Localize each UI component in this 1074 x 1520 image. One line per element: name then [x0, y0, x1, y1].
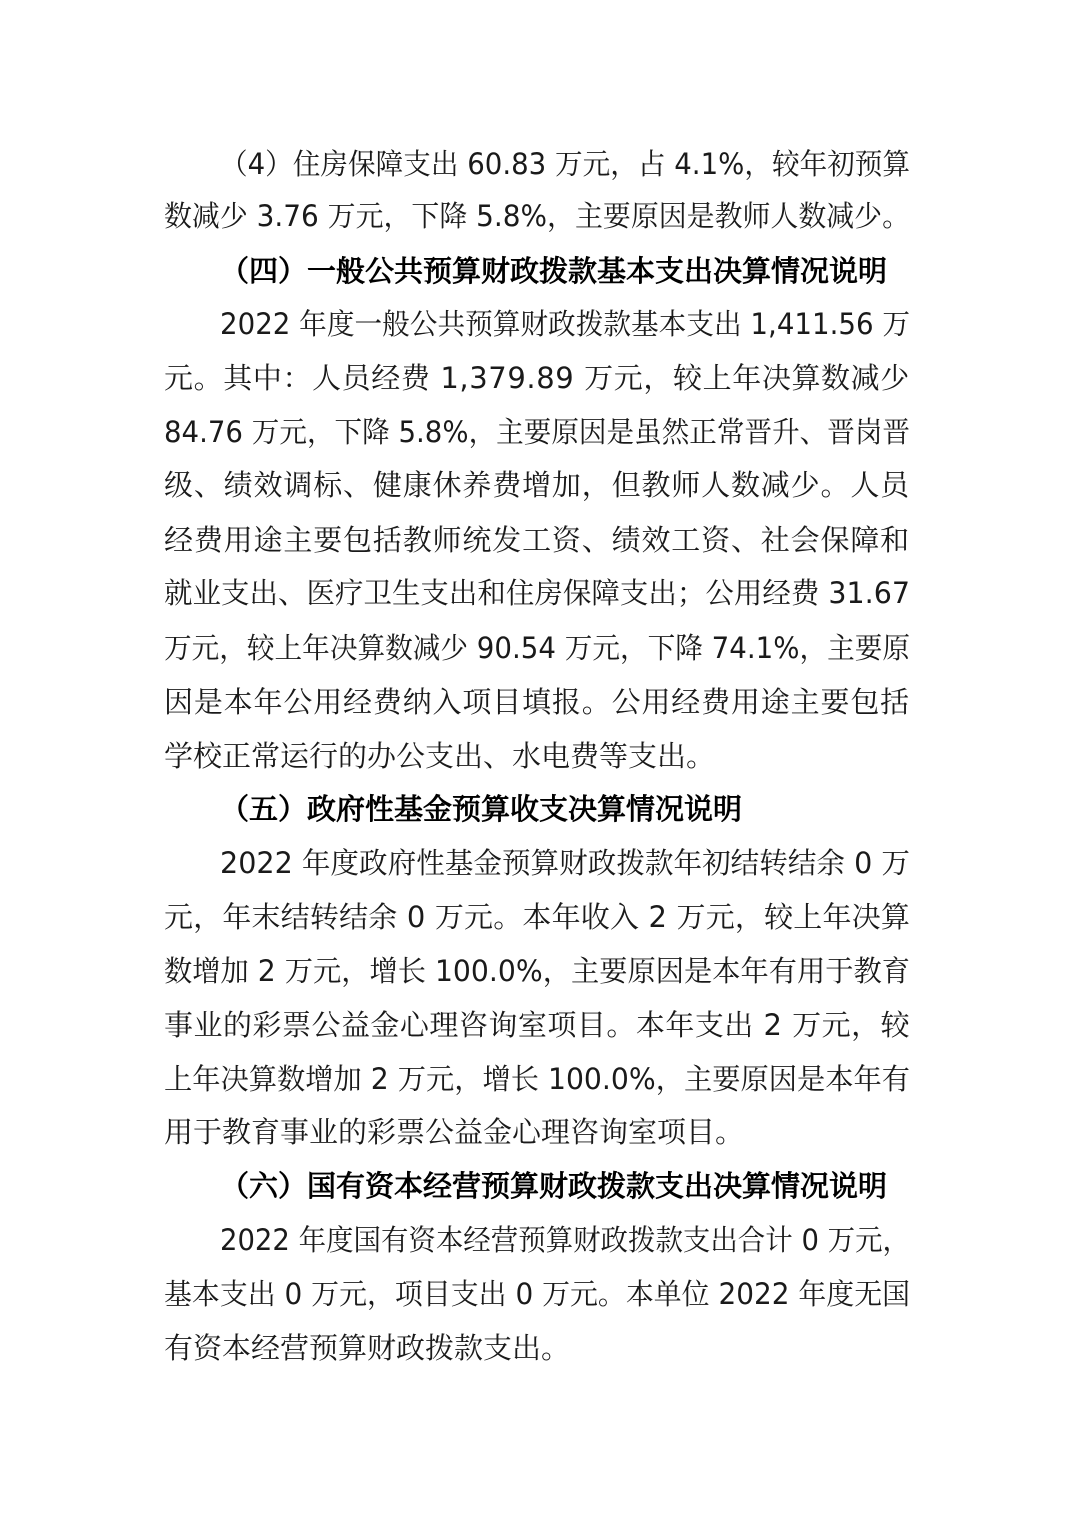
paragraph-line: 因是本年公用经费纳入项目填报。公用经费用途主要包括	[164, 685, 911, 719]
paragraph-line: 就业支出、医疗卫生支出和住房保障支出；公用经费 31.67	[164, 576, 910, 610]
paragraph-line: 级、绩效调标、健康休养费增加，但教师人数减少。人员	[164, 468, 911, 502]
section-heading-4: （四）一般公共预算财政拨款基本支出决算情况说明	[220, 254, 888, 288]
paragraph-line: 2022 年度政府性基金预算财政拨款年初结转结余 0 万	[220, 846, 910, 880]
paragraph-line: 84.76 万元，下降 5.8%，主要原因是虽然正常晋升、晋岗晋	[164, 415, 911, 449]
paragraph-line: 有资本经营预算财政拨款支出。	[164, 1331, 571, 1365]
paragraph-line: 2022 年度一般公共预算财政拨款基本支出 1,411.56 万	[220, 307, 911, 341]
section-heading-6: （六）国有资本经营预算财政拨款支出决算情况说明	[220, 1169, 888, 1203]
paragraph-line: 用于教育事业的彩票公益金心理咨询室项目。	[164, 1115, 745, 1149]
section-heading-5: （五）政府性基金预算收支决算情况说明	[220, 792, 743, 826]
paragraph-line: 事业的彩票公益金心理咨询室项目。本年支出 2 万元，较	[164, 1008, 911, 1042]
paragraph-line: 万元，较上年决算数减少 90.54 万元，下降 74.1%，主要原	[164, 631, 911, 665]
paragraph-line: 数减少 3.76 万元，下降 5.8%，主要原因是教师人数减少。	[164, 199, 911, 233]
paragraph-line: 学校正常运行的办公支出、水电费等支出。	[164, 739, 716, 773]
paragraph-line: 数增加 2 万元，增长 100.0%，主要原因是本年有用于教育	[164, 954, 911, 988]
paragraph-line: 经费用途主要包括教师统发工资、绩效工资、社会保障和	[164, 523, 911, 557]
paragraph-line: 上年决算数增加 2 万元，增长 100.0%，主要原因是本年有	[164, 1062, 911, 1096]
paragraph-line: 基本支出 0 万元，项目支出 0 万元。本单位 2022 年度无国	[164, 1277, 911, 1311]
paragraph-line: 2022 年度国有资本经营预算财政拨款支出合计 0 万元，	[220, 1223, 910, 1257]
paragraph-line: （4）住房保障支出 60.83 万元，占 4.1%，较年初预算	[220, 147, 911, 181]
paragraph-line: 元。其中：人员经费 1,379.89 万元，较上年决算数减少	[164, 361, 910, 395]
paragraph-line: 元，年末结转结余 0 万元。本年收入 2 万元，较上年决算	[164, 900, 910, 934]
